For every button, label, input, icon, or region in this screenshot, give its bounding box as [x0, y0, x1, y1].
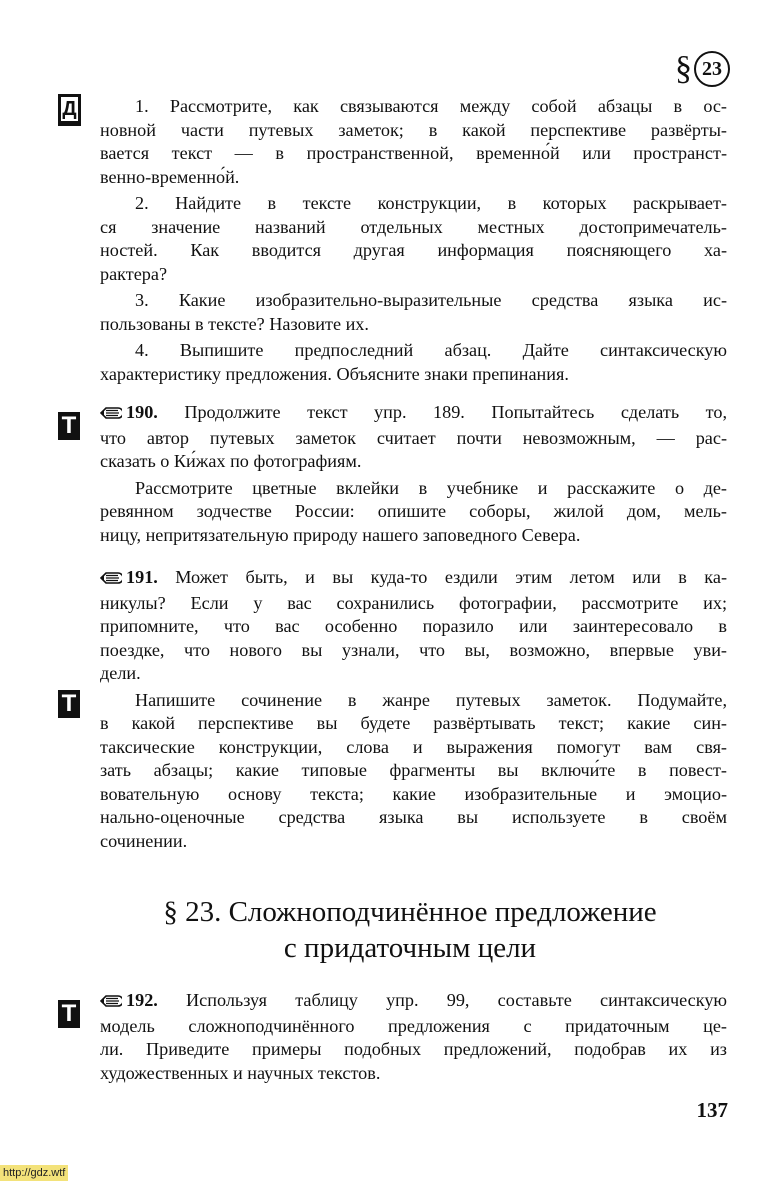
section-heading-line1: § 23. Сложноподчинённое предложение	[163, 896, 657, 928]
marker-t-icon: Т	[58, 1000, 80, 1028]
text-line	[100, 989, 727, 1015]
exercise-190	[100, 401, 727, 547]
text-line	[100, 119, 727, 143]
line-text: ностей. Как вводится другая информация поясняющего ха-	[100, 240, 727, 260]
text-line	[100, 427, 727, 451]
section-symbol: §	[675, 50, 692, 87]
line-text: вовательную основу текста; какие изобразительные и эмоцио-	[100, 783, 727, 804]
line-text: новной части путевых заметок; в какой перспективе развёрты-	[100, 119, 727, 140]
tasks-block	[100, 95, 727, 386]
line-text: вается текст — в пространственной, временно́й или пространст-	[100, 143, 727, 163]
line-text: художественных и научных текстов.	[100, 1062, 381, 1083]
paragraph	[100, 339, 727, 386]
text-line	[100, 263, 727, 287]
text-line	[100, 830, 727, 854]
line-text: характеристику предложения. Объясните знаки препинания.	[100, 363, 569, 384]
page-number: 137	[696, 1098, 728, 1122]
text-line	[100, 166, 727, 190]
text-line	[100, 401, 727, 427]
text-line	[100, 339, 727, 363]
section-number-circle: 23	[694, 51, 730, 87]
paragraph	[100, 477, 727, 548]
line-text: зать абзацы; какие типовые фрагменты вы включи́те в повест-	[100, 760, 727, 780]
line-text: припомните, что вас особенно поразило или заинтересовало в	[100, 616, 727, 636]
line-text: что автор путевых заметок считает почти невозможным, — рас-	[100, 427, 727, 448]
paragraph	[100, 192, 727, 286]
text-line	[100, 313, 727, 337]
line-text: 3. Какие изобразительно-выразительные средства языка ис-	[135, 290, 727, 310]
text-line	[100, 615, 727, 639]
line-text: ревянном зодчестве России: опишите соборы, жилой дом, мель-	[100, 501, 727, 521]
line-text: Используя таблицу упр. 99, составьте синтаксическую	[186, 990, 727, 1010]
line-text: ли. Приведите примеры подобных предложений, подобрав их из	[100, 1039, 727, 1059]
text-line	[100, 524, 727, 548]
text-line	[100, 477, 727, 501]
line-text: дели.	[100, 663, 141, 683]
line-text: в какой перспективе вы будете развёртывать текст; какие син-	[100, 713, 727, 733]
line-text: пользованы в тексте? Назовите их.	[100, 313, 369, 334]
text-line	[100, 759, 727, 783]
marker-t-icon: Т	[58, 690, 80, 718]
text-line	[100, 216, 727, 240]
marker-t-icon: Т	[58, 412, 80, 440]
line-text: ся значение названий отдельных местных достопримечатель-	[100, 216, 727, 237]
line-text: поездке, что нового вы узнали, что вы, возможно, впервые уви-	[100, 639, 727, 660]
pencil-icon	[100, 403, 122, 427]
text-line	[100, 1015, 727, 1039]
line-text: Напишите сочинение в жанре путевых заметок. Подумайте,	[135, 689, 727, 710]
line-text: модель сложноподчинённого предложения с придаточным це-	[100, 1015, 727, 1036]
text-line	[100, 1038, 727, 1062]
text-line	[100, 363, 727, 387]
text-line	[100, 500, 727, 524]
paragraph	[100, 566, 727, 686]
line-text: Продолжите текст упр. 189. Попытайтесь сделать то,	[184, 402, 728, 422]
paragraph	[100, 95, 727, 189]
line-text: 1. Рассмотрите, как связываются между собой абзацы в ос-	[135, 96, 727, 116]
pencil-icon	[100, 991, 122, 1015]
section-heading-line2: с придаточным цели	[283, 932, 537, 964]
exercise-number: 191.	[126, 567, 158, 587]
exercise-191	[100, 566, 727, 853]
text-line	[100, 662, 727, 686]
text-line	[100, 239, 727, 263]
text-line	[100, 806, 727, 830]
exercise-number: 190.	[126, 402, 158, 422]
text-line	[100, 450, 727, 474]
exercise-number: 192.	[126, 990, 158, 1010]
text-line	[100, 289, 727, 313]
line-text: 2. Найдите в тексте конструкции, в которых раскрывает-	[135, 193, 727, 213]
marker-d-icon: Д	[58, 94, 81, 126]
exercise-192	[100, 989, 727, 1085]
text-line	[100, 783, 727, 807]
paragraph	[100, 289, 727, 336]
paragraph	[100, 689, 727, 854]
watermark-link[interactable]: http://gdz.wtf	[0, 1165, 68, 1181]
line-text: сочинении.	[100, 830, 188, 851]
text-line	[100, 95, 727, 119]
line-text: нально-оценочные средства языка вы используете в своём	[100, 807, 727, 827]
text-line	[100, 712, 727, 736]
line-text: никулы? Если у вас сохранились фотографии, рассмотрите их;	[100, 592, 727, 613]
text-line	[100, 689, 727, 713]
text-line	[100, 142, 727, 166]
text-line	[100, 192, 727, 216]
paragraph	[100, 989, 727, 1085]
line-text: ницу, непритязательную природу нашего заповедного Севера.	[100, 524, 581, 545]
paragraph	[100, 401, 727, 474]
line-text: венно-временно́й.	[100, 166, 240, 187]
text-line	[100, 592, 727, 616]
text-line	[100, 736, 727, 760]
line-text: 4. Выпишите предпоследний абзац. Дайте синтаксическую	[135, 340, 727, 360]
line-text: Рассмотрите цветные вклейки в учебнике и расскажите о де-	[135, 477, 727, 498]
line-text: сказать о Ки́жах по фотографиям.	[100, 451, 362, 471]
text-line	[100, 566, 727, 592]
line-text: Может быть, и вы куда-то ездили этим летом или в ка-	[175, 567, 727, 587]
section-badge	[675, 50, 730, 88]
text-line	[100, 1062, 727, 1086]
text-line	[100, 639, 727, 663]
line-text: рактера?	[100, 263, 168, 284]
line-text: таксические конструкции, слова и выражения помогут вам свя-	[100, 736, 727, 757]
pencil-icon	[100, 568, 122, 592]
section-heading	[60, 894, 760, 966]
